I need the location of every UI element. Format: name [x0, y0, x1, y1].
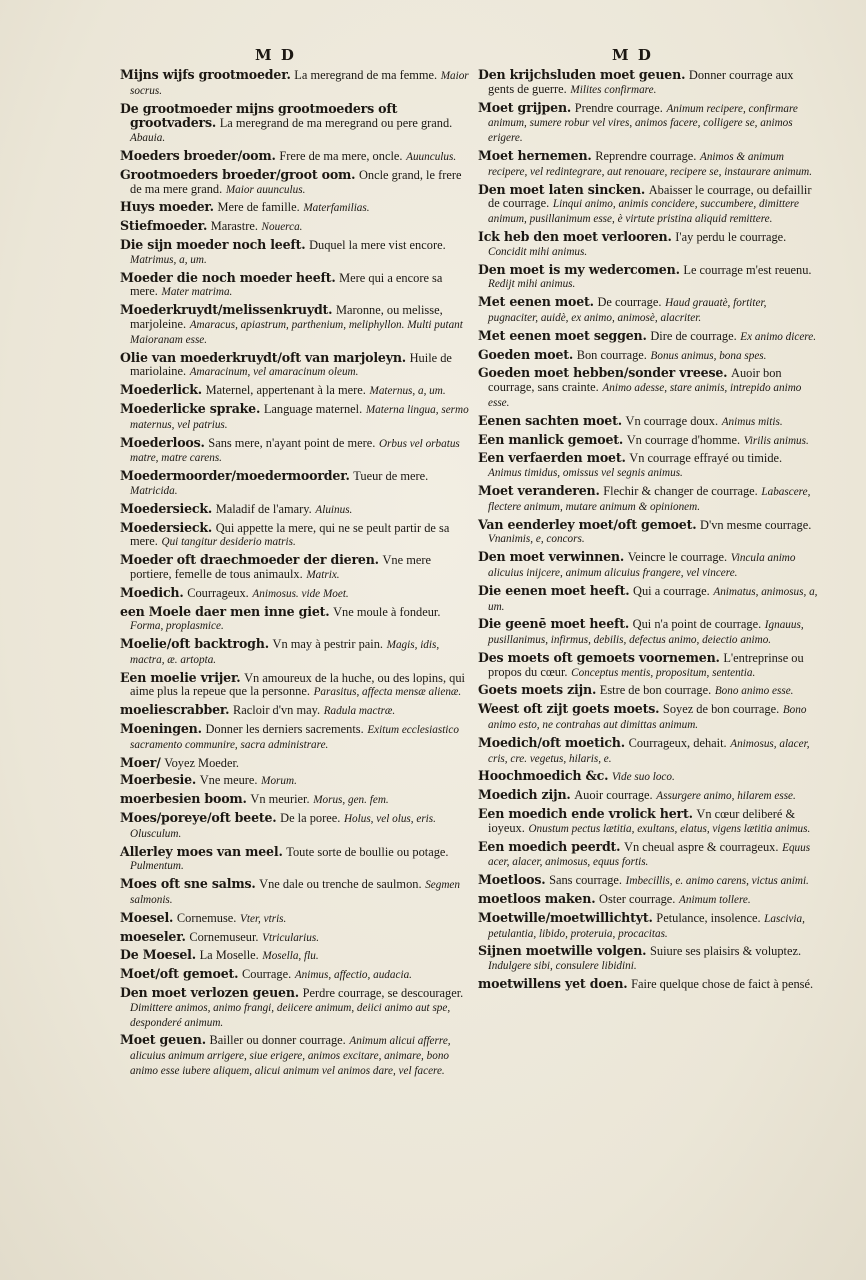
headword: Moetwille/moetwillichtyt. — [478, 909, 653, 925]
dictionary-entry — [478, 518, 818, 548]
french-gloss: Vn cœur deliberé & ioyeux. — [488, 807, 796, 835]
french-gloss: Racloir d'vn may. — [232, 703, 321, 718]
headword: Des moets oft gemoets voornemen. — [478, 649, 720, 665]
french-gloss: I'ay perdu le courrage. — [675, 229, 787, 244]
latin-gloss: Dimittere animos, animo frangi, deiicere animum, deiici animo aut spe, desponderé animum. — [130, 1001, 451, 1029]
latin-gloss: Orbus vel orbatus matre, matre carens. — [130, 437, 460, 465]
headword: Moederlick. — [120, 382, 202, 398]
latin-gloss: Conceptus mentis, propositum, sententia. — [571, 666, 756, 679]
latin-gloss: Imbecillis, e. animo carens, victus animi. — [625, 875, 809, 888]
dictionary-entry — [478, 183, 818, 227]
latin-gloss: Animum alicui afferre, alicuius animum arrigere, siue erigere, animos excitare, animare, bono animo esse iubere aliquem, alicui animum vel animos dare, vel facere. — [130, 1035, 451, 1078]
latin-gloss: Matricida. — [130, 484, 178, 497]
french-gloss: Reprendre courrage. — [595, 148, 697, 163]
headword: Moet veranderen. — [478, 482, 600, 498]
french-gloss: Courrageux. — [187, 585, 249, 600]
french-gloss: Abaisser le courrage, ou defaillir de courrage. — [488, 182, 812, 211]
latin-gloss: Vincula animo alicuius inijcere, animum alicuius frangere, vel vincere. — [488, 552, 796, 579]
headword: Moet grijpen. — [478, 99, 572, 115]
headword: Moeningen. — [120, 721, 202, 737]
headword: moeseler. — [120, 928, 186, 944]
dictionary-entry — [478, 617, 818, 648]
latin-gloss: Qui tangitur desiderio matris. — [161, 536, 296, 549]
headword: Een moelie vrijer. — [120, 669, 241, 685]
latin-gloss: Animosus. vide Moet. — [252, 587, 349, 600]
dictionary-entry — [120, 586, 470, 602]
latin-gloss: Forma, proplasmice. — [130, 620, 224, 633]
latin-gloss: Maior auunculus. — [225, 183, 306, 196]
latin-gloss: Vtricularius. — [262, 931, 319, 944]
headword: Een moedich ende vrolick hert. — [478, 806, 693, 822]
french-gloss: Bailler ou donner courrage. — [209, 1033, 346, 1048]
latin-gloss: Animum recipere, confirmare animum, sumere robur vel vires, animos facere, colligere se, animos erigere. — [488, 102, 798, 145]
french-gloss: Sans courrage. — [549, 873, 623, 888]
latin-gloss: Exitum ecclesiastico sacramento communire, sacra administrare. — [130, 724, 459, 751]
dictionary-entry — [478, 651, 818, 681]
headword: Den krijchsluden moet geuen. — [478, 67, 686, 82]
french-gloss: Toute sorte de boullie ou potage. — [286, 844, 449, 859]
dictionary-entry — [120, 637, 470, 668]
latin-gloss: Mater matrima. — [161, 286, 233, 299]
dictionary-entry — [478, 736, 818, 767]
latin-gloss: Equus acer, alacer, animosus, equus fortis. — [488, 841, 811, 869]
headword: Den moet laten sincken. — [478, 181, 646, 197]
french-gloss: D'vn mesme courrage. — [700, 517, 812, 532]
headword: Moedersieck. — [120, 500, 213, 516]
latin-gloss: Magis, idis, mactra, æ. artopta. — [130, 639, 440, 666]
dictionary-entry — [478, 584, 818, 615]
french-gloss: La Moselle. — [199, 948, 259, 963]
dictionary-entry — [120, 383, 470, 399]
latin-gloss: Animus timidus, omissus vel segnis animus. — [488, 467, 683, 480]
headword: Eenen sachten moet. — [478, 412, 622, 428]
french-gloss: Vn courrage effrayé ou timide. — [629, 451, 783, 466]
french-gloss: Vne moule à fondeur. — [333, 604, 441, 619]
dictionary-entry — [478, 873, 818, 889]
french-gloss: Le courrage m'est reuenu. — [683, 262, 812, 277]
french-gloss: Donner les derniers sacrements. — [205, 722, 364, 737]
french-gloss: Frere de ma mere, oncle. — [279, 148, 403, 163]
headword: Moet geuen. — [120, 1032, 206, 1048]
french-gloss: Vn amoureux de la huche, ou des lopins, qui aime plus la repeue que la personne. — [130, 670, 465, 699]
dictionary-entry — [120, 200, 470, 216]
latin-gloss: Haud grauatè, fortiter, pugnaciter, auidè, ex animo, animosè, alacriter. — [488, 297, 767, 324]
latin-gloss: Animus, affectio, audacia. — [294, 969, 412, 982]
headword: Moederloos. — [120, 434, 205, 450]
dictionary-entry — [478, 683, 818, 699]
latin-gloss: Radula mactræ. — [323, 705, 396, 718]
french-gloss: Maternel, appertenant à la mere. — [205, 383, 366, 398]
headword: Hoochmoedich &c. — [478, 768, 609, 784]
latin-gloss: Abauia. — [130, 132, 166, 145]
french-gloss: Auoir courrage. — [574, 788, 653, 803]
latin-gloss: Vide suo loco. — [611, 771, 675, 784]
latin-gloss: Animosus, alacer, cris, cre. vegetus, hilaris, e. — [488, 737, 810, 765]
dictionary-entry — [120, 756, 470, 771]
french-gloss: Vn may à pestrir pain. — [272, 637, 383, 652]
headword: Goeden moet. — [478, 346, 574, 362]
headword: Moes/poreye/oft beete. — [120, 810, 277, 826]
french-gloss: Flechir & changer de courrage. — [603, 483, 758, 498]
dictionary-entry — [120, 605, 470, 635]
latin-gloss: Animus mitis. — [721, 415, 783, 428]
french-gloss: Vn cheual aspre & courrageux. — [624, 839, 779, 854]
french-gloss: Vn meurier. — [250, 792, 310, 807]
headword: Moer/ — [120, 754, 161, 770]
latin-gloss: Animum tollere. — [679, 894, 751, 907]
headword: Moederkruydt/melissenkruydt. — [120, 302, 333, 318]
dictionary-entry — [478, 348, 818, 364]
french-gloss: Vne dale ou trenche de saulmon. — [259, 877, 422, 892]
french-gloss: Vn courrage doux. — [625, 413, 719, 428]
dictionary-entry — [120, 168, 470, 198]
latin-gloss: Amaracinum, vel amaracinum oleum. — [189, 366, 359, 379]
french-gloss: Oncle grand, le frere de ma mere grand. — [130, 167, 462, 196]
headword: Een verfaerden moet. — [478, 450, 626, 466]
dictionary-entry — [120, 811, 470, 842]
dictionary-entry — [478, 550, 818, 581]
latin-gloss: Maternus, a, um. — [369, 385, 446, 398]
french-gloss: Sans mere, n'ayant point de mere. — [208, 435, 376, 450]
dictionary-entry — [478, 892, 818, 908]
headword: Olie van moederkruydt/oft van marjoleyn. — [120, 349, 406, 365]
french-gloss: La meregrand de ma meregrand ou pere grand. — [219, 116, 453, 131]
dictionary-entry — [120, 502, 470, 518]
latin-gloss: Labascere, flectere animum, mutare animum & opinionem. — [488, 485, 811, 513]
dictionary-entry — [120, 303, 470, 347]
headword: Den moet verlozen geuen. — [120, 985, 299, 1001]
dictionary-entry — [120, 967, 470, 983]
dictionary-entry — [120, 402, 470, 433]
latin-gloss: Virilis animus. — [743, 434, 809, 447]
french-gloss: La meregrand de ma femme. — [294, 68, 438, 82]
dictionary-entry — [120, 553, 470, 583]
french-gloss: Perdre courrage, se descourager. — [302, 986, 464, 1001]
headword: Huys moeder. — [120, 199, 214, 215]
latin-gloss: Materna lingua, sermo maternus, vel patrius. — [130, 403, 469, 431]
dictionary-entry — [478, 101, 818, 146]
latin-gloss: Pulmentum. — [130, 860, 184, 873]
french-gloss: Cornemuse. — [176, 910, 237, 925]
headword: Sijnen moetwille volgen. — [478, 943, 647, 959]
french-gloss: Courrage. — [241, 967, 292, 982]
french-gloss: Mere de famille. — [217, 200, 300, 215]
latin-gloss: Morus, gen. fem. — [313, 794, 389, 807]
running-header-left: M D — [255, 46, 296, 64]
dictionary-entry — [120, 271, 470, 301]
right-column — [478, 68, 818, 995]
dictionary-entry — [120, 351, 470, 381]
headword: Mijns wijfs grootmoeder. — [120, 67, 291, 82]
headword: Moes oft sne salms. — [120, 876, 256, 892]
headword: Moedich zijn. — [478, 787, 571, 803]
headword: Den moet verwinnen. — [478, 549, 625, 565]
french-gloss: Petulance, insolence. — [656, 910, 761, 925]
headword: Met eenen moet. — [478, 294, 594, 310]
dictionary-entry — [478, 840, 818, 871]
dictionary-entry — [120, 911, 470, 927]
latin-gloss: Holus, vel olus, eris. Olusculum. — [130, 813, 436, 840]
latin-gloss: Onustum pectus lætitia, exultans, elatus, vigens lætitia animus. — [528, 822, 811, 835]
french-gloss: Veincre le courrage. — [627, 550, 728, 565]
latin-gloss: Bono animo esse. — [714, 685, 794, 698]
running-header-right: M D — [612, 46, 653, 64]
dictionary-entry — [478, 329, 818, 345]
french-gloss: Courrageux, dehait. — [628, 735, 727, 750]
headword: Moet hernemen. — [478, 147, 592, 163]
french-gloss: Vne meure. — [199, 773, 258, 788]
dictionary-entry — [120, 219, 470, 235]
latin-gloss: Maior socrus. — [130, 70, 469, 97]
dictionary-entry — [478, 451, 818, 481]
headword: Moeder oft draechmoeder der dieren. — [120, 552, 379, 568]
headword: Moedersieck. — [120, 519, 213, 535]
latin-gloss: Aluinus. — [315, 503, 353, 516]
headword: Moeder die noch moeder heeft. — [120, 269, 336, 285]
latin-gloss: Assurgere animo, hilarem esse. — [656, 790, 796, 803]
french-gloss: Voyez Moeder. — [164, 755, 240, 770]
french-gloss: Language maternel. — [263, 401, 363, 416]
headword: Moederlicke sprake. — [120, 400, 261, 416]
dictionary-entry — [120, 671, 470, 701]
dictionary-entry — [120, 102, 470, 146]
headword: moetwillens yet doen. — [478, 976, 628, 992]
french-gloss: Duquel la mere vist encore. — [309, 237, 446, 252]
dictionary-entry — [478, 230, 818, 260]
dictionary-entry — [478, 702, 818, 733]
dictionary-entry — [478, 433, 818, 449]
latin-gloss: Animo adesse, stare animis, intrepido animo esse. — [488, 382, 802, 409]
headword: Die sijn moeder noch leeft. — [120, 236, 306, 252]
dictionary-entry — [120, 930, 470, 946]
dictionary-entry — [478, 263, 818, 293]
dictionary-entry — [120, 436, 470, 467]
dictionary-entry — [478, 295, 818, 326]
dictionary-entry — [478, 414, 818, 430]
headword: Met eenen moet seggen. — [478, 327, 647, 343]
headword: moeliescrabber. — [120, 702, 230, 718]
headword: Moerbesie. — [120, 772, 197, 788]
french-gloss: Dire de courrage. — [650, 328, 737, 343]
french-gloss: Qui a courrage. — [633, 583, 710, 598]
dictionary-entry — [120, 238, 470, 268]
latin-gloss: Vter, vtris. — [240, 912, 287, 925]
latin-gloss: Segmen salmonis. — [130, 879, 460, 907]
dictionary-entry — [478, 944, 818, 974]
dictionary-entry — [120, 469, 470, 499]
french-gloss: Maronne, ou melisse, marjoleine. — [130, 303, 443, 331]
headword: moetloos maken. — [478, 891, 596, 907]
headword: Den moet is my wedercomen. — [478, 261, 680, 277]
latin-gloss: Materfamilias. — [303, 202, 370, 215]
dictionary-entry — [120, 149, 470, 165]
headword: Weest oft zijt goets moets. — [478, 701, 660, 717]
french-gloss: Maladif de l'amary. — [215, 501, 312, 516]
dictionary-entry — [120, 986, 470, 1030]
french-gloss: Vn courrage d'homme. — [626, 432, 741, 447]
latin-gloss: Linqui animo, animis concidere, succumbere, dimittere animum, pusillanimum esse, è virtute pristina aliquid remittere. — [488, 198, 799, 226]
headword: Moetloos. — [478, 872, 546, 888]
headword: Moedermoorder/moedermoorder. — [120, 468, 350, 484]
headword: Moedich/oft moetich. — [478, 734, 625, 750]
french-gloss: Donner courrage aux gents de guerre. — [488, 68, 794, 96]
latin-gloss: Animos & animum recipere, vel redintegrare, aut renouare, recipere se, instaurare animum. — [488, 150, 813, 178]
headword: Moelie/oft backtrogh. — [120, 636, 269, 652]
dictionary-entry — [120, 792, 470, 808]
dictionary-entry — [478, 769, 818, 785]
headword: Die geenē moet heeft. — [478, 616, 630, 632]
latin-gloss: Bonus animus, bona spes. — [650, 349, 767, 362]
french-gloss: Huile de mariolaine. — [130, 350, 452, 379]
latin-gloss: Ignauus, pusillanimus, infirmus, debilis, defectus animo, deiectio animo. — [488, 619, 804, 647]
dictionary-entry — [120, 877, 470, 908]
headword: Moet/oft gemoet. — [120, 966, 239, 982]
french-gloss: Tueur de mere. — [353, 469, 429, 484]
french-gloss: Oster courrage. — [599, 892, 676, 907]
french-gloss: Estre de bon courrage. — [599, 683, 712, 698]
latin-gloss: Nouerca. — [261, 221, 303, 234]
french-gloss: Qui n'a point de courrage. — [632, 617, 762, 632]
latin-gloss: Matrix. — [306, 568, 340, 581]
latin-gloss: Auunculus. — [406, 150, 457, 163]
latin-gloss: Animatus, animosus, a, um. — [488, 585, 818, 613]
french-gloss: De la poree. — [280, 811, 341, 826]
french-gloss: Vne mere portiere, femelle de tous animaulx. — [130, 553, 431, 581]
headword: Allerley moes van meel. — [120, 843, 283, 859]
dictionary-entry — [120, 703, 470, 719]
dictionary-entry — [120, 521, 470, 551]
french-gloss: Soyez de bon courrage. — [662, 702, 780, 717]
latin-gloss: Parasitus, affecta mensæ alienæ. — [313, 686, 462, 699]
latin-gloss: Milites confirmare. — [570, 83, 657, 96]
latin-gloss: Indulgere sibi, consulere libidini. — [488, 960, 637, 973]
latin-gloss: Ex animo dicere. — [740, 330, 816, 343]
left-column — [120, 68, 470, 1082]
french-gloss: Cornemuseur. — [189, 929, 259, 944]
latin-gloss: Amaracus, apiastrum, parthenium, meliphyllon. Multi putant Maioranam esse. — [130, 318, 463, 346]
dictionary-entry — [478, 366, 818, 410]
french-gloss: Marastre. — [210, 219, 258, 234]
dictionary-entry — [120, 845, 470, 875]
latin-gloss: Mosella, flu. — [262, 950, 319, 963]
headword: Moesel. — [120, 909, 174, 925]
headword: moerbesien boom. — [120, 791, 247, 807]
french-gloss: L'entreprinse ou propos du cœur. — [488, 650, 804, 679]
dictionary-entry — [478, 977, 818, 992]
dictionary-entry — [120, 948, 470, 964]
headword: Een manlick gemoet. — [478, 431, 624, 447]
latin-gloss: Vnanimis, e, concors. — [488, 533, 585, 546]
headword: Goeden moet hebben/sonder vreese. — [478, 365, 728, 381]
french-gloss: Bon courrage. — [576, 347, 647, 362]
latin-gloss: Bono animo esto, ne contrahas aut dimittas animum. — [488, 704, 807, 732]
dictionary-entry — [478, 484, 818, 515]
french-gloss: De courrage. — [597, 295, 662, 310]
french-gloss: Auoir bon courrage, sans crainte. — [488, 366, 782, 395]
latin-gloss: Redijt mihi animus. — [488, 278, 576, 291]
headword: Stiefmoeder. — [120, 218, 208, 234]
headword: Een moedich peerdt. — [478, 838, 621, 854]
dictionary-entry — [478, 149, 818, 180]
dictionary-entry — [120, 722, 470, 753]
french-gloss: Suiure ses plaisirs & voluptez. — [649, 944, 802, 959]
headword: Van eenderley moet/oft gemoet. — [478, 516, 697, 532]
headword: Die eenen moet heeft. — [478, 582, 630, 598]
headword: Ick heb den moet verlooren. — [478, 228, 672, 244]
french-gloss: Faire quelque chose de faict à pensé. — [631, 977, 814, 992]
dictionary-entry — [478, 68, 818, 98]
french-gloss: Mere qui a encore sa mere. — [130, 270, 443, 299]
headword: Moedich. — [120, 584, 184, 600]
headword: Grootmoeders broeder/groot oom. — [120, 166, 356, 182]
headword: een Moele daer men inne giet. — [120, 603, 330, 619]
dictionary-entry — [120, 68, 470, 99]
latin-gloss: Matrimus, a, um. — [130, 253, 207, 266]
dictionary-entry — [478, 788, 818, 804]
headword: Moeders broeder/oom. — [120, 147, 276, 163]
headword: De Moesel. — [120, 947, 196, 963]
headword: De grootmoeder mijns grootmoeders oft grootvaders. — [120, 100, 398, 131]
french-gloss: Prendre courrage. — [574, 100, 663, 115]
dictionary-entry — [478, 911, 818, 942]
headword: Goets moets zijn. — [478, 682, 597, 698]
latin-gloss: Lascivia, petulantia, libido, proteruia, procacitas. — [488, 912, 805, 940]
dictionary-entry — [478, 807, 818, 837]
french-gloss: Qui appette la mere, qui ne se peult partir de sa mere. — [130, 520, 450, 549]
latin-gloss: Concidit mihi animus. — [488, 245, 588, 258]
dictionary-entry — [120, 773, 470, 789]
dictionary-entry — [120, 1033, 470, 1078]
latin-gloss: Morum. — [261, 775, 297, 788]
